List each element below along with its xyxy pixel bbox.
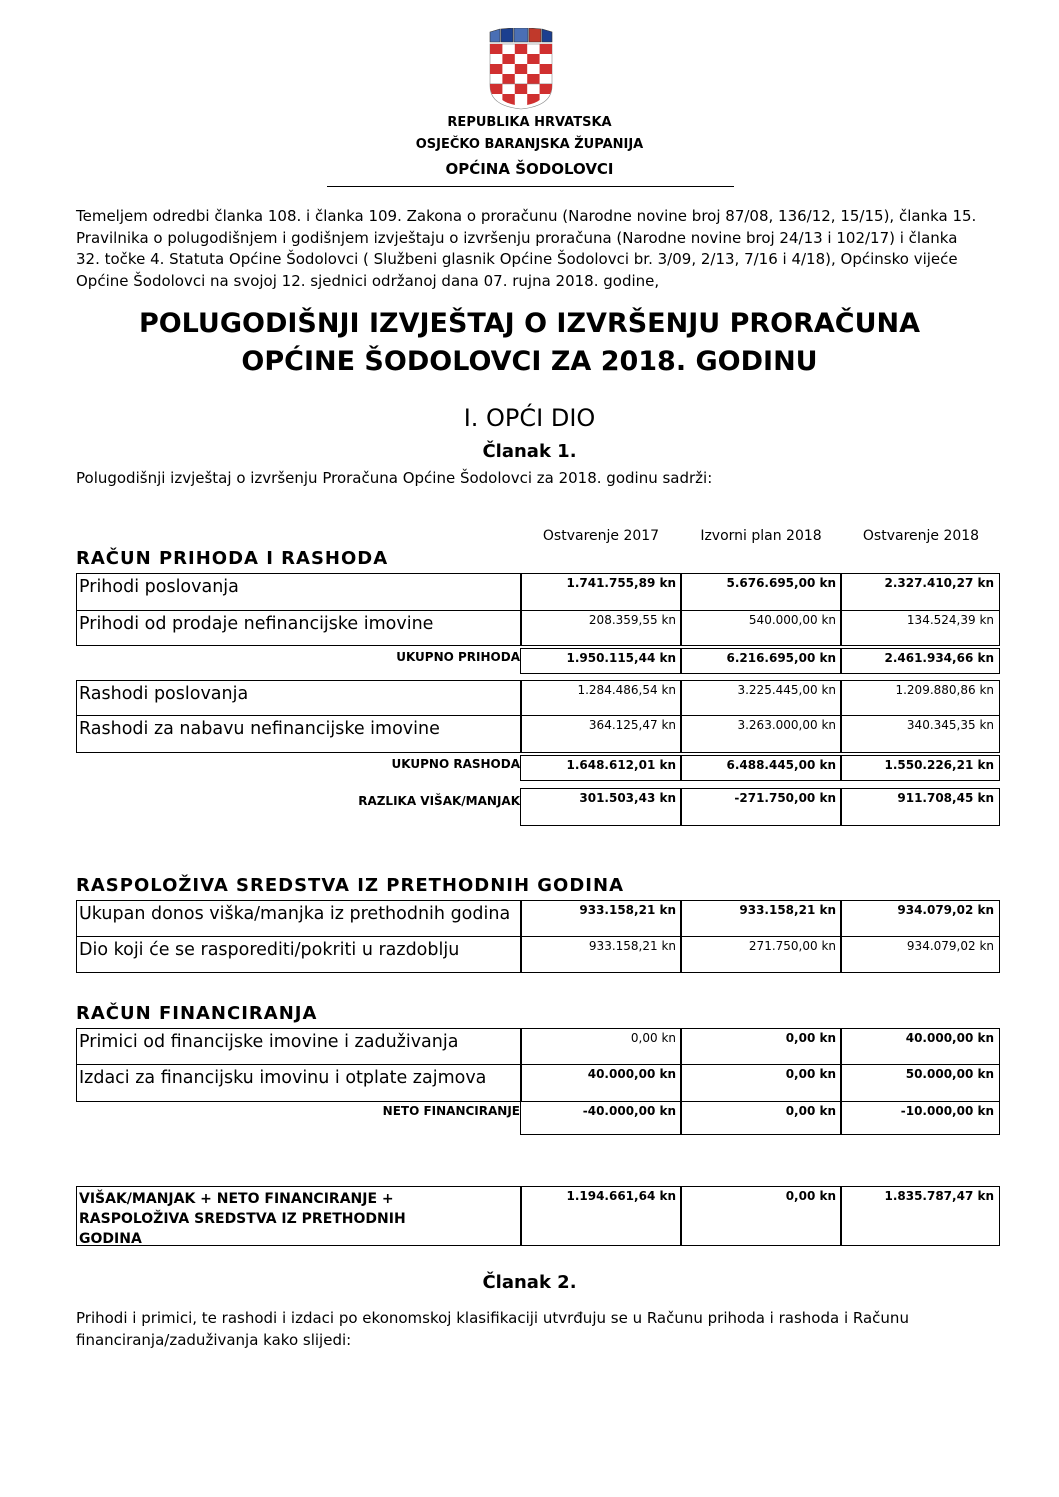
row-label: Rashodi za nabavu nefinancijske imovine [76, 715, 522, 753]
row-label: Primici od financijske imovine i zaduživanja [76, 1028, 522, 1065]
header-republic: REPUBLIKA HRVATSKA [447, 115, 612, 130]
value-plan-2018: 5.676.695,00 kn [680, 573, 842, 611]
article-1-heading: Članak 1. [482, 441, 577, 462]
value-2017: 40.000,00 kn [520, 1064, 682, 1102]
row-label: UKUPNO PRIHODA [396, 650, 520, 664]
row-label-line-3: GODINA [79, 1231, 142, 1247]
row-label: Izdaci za financijsku imovinu i otplate zajmova [76, 1064, 522, 1102]
title-line-2: OPĆINE ŠODOLOVCI ZA 2018. GODINU [241, 346, 818, 377]
value-plan-2018: 6.488.445,00 kn [680, 755, 842, 781]
value-2018: 134.524,39 kn [840, 610, 1000, 646]
row-label: NETO FINANCIRANJE [382, 1104, 520, 1118]
row-label: Rashodi poslovanja [76, 680, 522, 716]
column-header-2018: Ostvarenje 2018 [862, 528, 980, 544]
value-2018: -10.000,00 kn [840, 1101, 1000, 1135]
value-2017: 208.359,55 kn [520, 610, 682, 646]
row-label: RAZLIKA VIŠAK/MANJAK [358, 794, 520, 808]
intro-paragraph: Temeljem odredbi članka 108. i članka 109. Zakona o proračunu (Narodne novine broj 87/08, 136/12, 15/15), članka 15. Pravilnika o polugodišnjem i godišnjem izvještaju o izvršenju proračuna (Narodne novine broj 24/13 i 102/17) i članka 32. točke 4. Statuta Općine Šodolovci ( Službeni glasnik Općine Šodolovci br. 3/09, 2/13, 7/16 i 4/18), Općinsko vijeće Općine Šodolovci na svojoj 12. sjednici održanoj dana 07. rujna 2018. godine, [76, 207, 977, 290]
row-label-line-2: RASPOLOŽIVA SREDSTVA IZ PRETHODNIH [79, 1211, 406, 1227]
value-plan-2018: 0,00 kn [680, 1101, 842, 1135]
value-plan-2018: 540.000,00 kn [680, 610, 842, 646]
value-plan-2018: 0,00 kn [680, 1186, 842, 1246]
value-2017: 0,00 kn [520, 1028, 682, 1065]
value-plan-2018: 0,00 kn [680, 1064, 842, 1102]
row-label: Dio koji će se rasporediti/pokriti u razdoblju [76, 936, 522, 973]
row-label: Ukupan donos viška/manjka iz prethodnih godina [76, 900, 522, 937]
title-line-1: POLUGODIŠNJI IZVJEŠTAJ O IZVRŠENJU PRORAČUNA [138, 308, 921, 339]
value-2017: 933.158,21 kn [520, 936, 682, 973]
header-county: OSJEČKO BARANJSKA ŽUPANIJA [415, 137, 644, 152]
header-municipality: OPĆINA ŠODOLOVCI [445, 160, 614, 178]
value-2018: 340.345,35 kn [840, 715, 1000, 753]
article-2-heading: Članak 2. [482, 1272, 577, 1293]
value-plan-2018: 3.263.000,00 kn [680, 715, 842, 753]
value-plan-2018: 933.158,21 kn [680, 900, 842, 937]
value-plan-2018: -271.750,00 kn [680, 788, 842, 826]
value-plan-2018: 6.216.695,00 kn [680, 648, 842, 674]
coat-of-arms-image [486, 28, 556, 110]
value-plan-2018: 0,00 kn [680, 1028, 842, 1065]
row-label: Prihodi poslovanja [76, 573, 522, 611]
article-1-text: Polugodišnji izvještaj o izvršenju Proračuna Općine Šodolovci za 2018. godinu sadrži: [76, 469, 713, 487]
value-2018: 2.327.410,27 kn [840, 573, 1000, 611]
value-2017: 364.125,47 kn [520, 715, 682, 753]
document-title [0, 305, 1059, 381]
value-plan-2018: 271.750,00 kn [680, 936, 842, 973]
value-2017: 1.194.661,64 kn [520, 1186, 682, 1246]
header-divider [327, 186, 734, 187]
value-2017: 301.503,43 kn [520, 788, 682, 826]
column-header-plan-2018: Izvorni plan 2018 [700, 528, 822, 544]
value-2017: 933.158,21 kn [520, 900, 682, 937]
value-2017: 1.648.612,01 kn [520, 755, 682, 781]
row-label: UKUPNO RASHODA [391, 757, 520, 771]
section-title-revenue-expense: RAČUN PRIHODA I RASHODA [76, 548, 389, 569]
row-label [76, 1186, 522, 1246]
section-title-financing: RAČUN FINANCIRANJA [76, 1003, 318, 1024]
row-label: Prihodi od prodaje nefinancijske imovine [76, 610, 522, 646]
value-2017: 1.284.486,54 kn [520, 680, 682, 716]
value-2018: 2.461.934,66 kn [840, 648, 1000, 674]
value-2017: 1.741.755,89 kn [520, 573, 682, 611]
section-title-available-funds: RASPOLOŽIVA SREDSTVA IZ PRETHODNIH GODINA [76, 875, 624, 896]
value-2018: 1.550.226,21 kn [840, 755, 1000, 781]
article-2-text: Prihodi i primici, te rashodi i izdaci po ekonomskoj klasifikaciji utvrđuju se u Računu prihoda i rashoda i Računu financiranja/zaduživanja kako slijedi: [76, 1309, 909, 1349]
value-2018: 911.708,45 kn [840, 788, 1000, 826]
row-label-line-1: VIŠAK/MANJAK + NETO FINANCIRANJE + [79, 1191, 394, 1207]
value-2018: 40.000,00 kn [840, 1028, 1000, 1065]
value-plan-2018: 3.225.445,00 kn [680, 680, 842, 716]
value-2018: 934.079,02 kn [840, 900, 1000, 937]
value-2018: 1.835.787,47 kn [840, 1186, 1000, 1246]
value-2017: 1.950.115,44 kn [520, 648, 682, 674]
value-2017: -40.000,00 kn [520, 1101, 682, 1135]
value-2018: 50.000,00 kn [840, 1064, 1000, 1102]
column-header-2017: Ostvarenje 2017 [542, 528, 660, 544]
value-2018: 934.079,02 kn [840, 936, 1000, 973]
value-2018: 1.209.880,86 kn [840, 680, 1000, 716]
part-heading: I. OPĆI DIO [463, 404, 596, 432]
